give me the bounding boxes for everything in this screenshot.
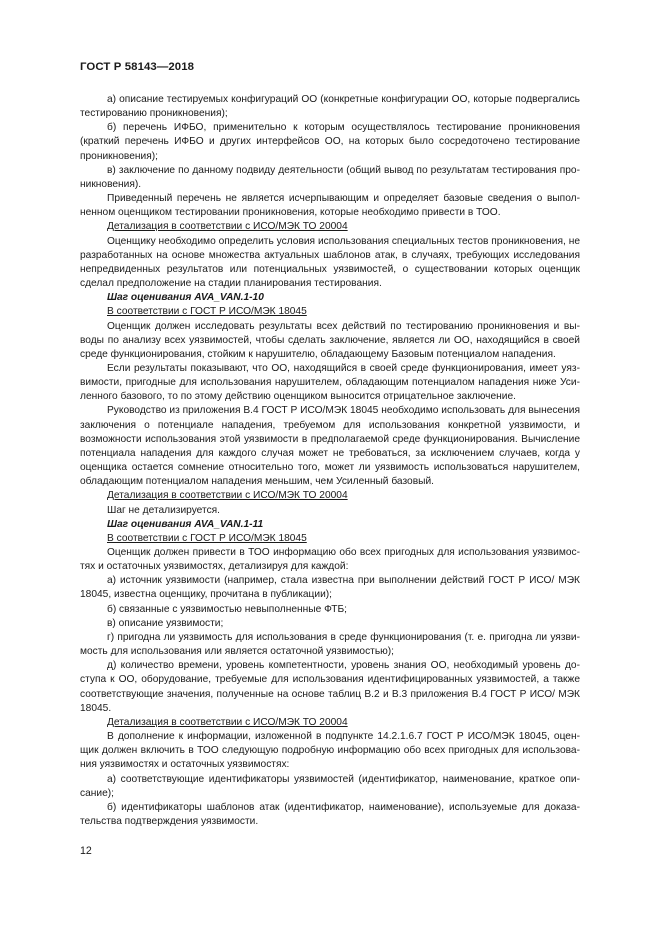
detail-heading: Детализация в соответствии с ИСО/МЭК ТО 20004	[107, 221, 348, 233]
paragraph: Руководство из приложения В.4 ГОСТ Р ИСО/МЭК 18045 необходимо использовать для вынесения заключения о потенциале нападения, требуемом для использования конкретной уязвимости, и возможности использования этой уязвимости в предполагаемой среде функционирования. Вычисление потенциала нападения для каждого случая может не требоваться, за исключением случаев, когда у оценщика остается сомнение относительно того, может ли уязвимость использоваться нарушителем, обладающим потенциалом нападения меньшим, чем Усиленный базовый.	[80, 405, 580, 488]
document-header: ГОСТ Р 58143—2018	[80, 61, 195, 73]
paragraph: Приведенный перечень не является исчерпывающим и определяет базовые сведения о выполненном оценщиком тестировании проникновения, которые необходимо привести в ТОО.	[80, 193, 580, 219]
paragraph: Если результаты показывают, что ОО, находящийся в своей среде функционирования, имеет уязвимости, пригодные для использования нарушителем, обладающим потенциалом нападения ниже Усиленного базового, то по этому действию оценщиком выносится отрицательное заключение.	[80, 362, 580, 403]
list-item: г) пригодна ли уязвимость для использования в среде функционирования (т. е. пригодна ли уязвимость для использования или является остаточной уязвимостью);	[80, 631, 580, 658]
paragraph: Оценщик должен исследовать результаты всех действий по тестированию проникновения и выводы по анализу всех уязвимостей, чтобы сделать заключение, является ли ОО, находящийся в своей среде функционирования, стойким к нарушителю, обладающему Базовым потенциалом нападения.	[80, 320, 580, 360]
list-item: в) описание уязвимости;	[107, 617, 224, 629]
paragraph: В дополнение к информации, изложенной в подпункте 14.2.1.6.7 ГОСТ Р ИСО/МЭК 18045, оценщик должен включить в ТОО следующую подробную информацию обо всех пригодных для использования уязвимостях и остаточных уязвимостях:	[80, 731, 580, 771]
reference-heading: В соответствии с ГОСТ Р ИСО/МЭК 18045	[107, 306, 307, 318]
paragraph: а) описание тестируемых конфигураций ОО (конкретные конфигурации ОО, которые подвергались тестированию проникновения);	[80, 94, 580, 120]
paragraph: Оценщику необходимо определить условия использования специальных тестов проникновения, не разработанных на основе множества актуальных шаблонов атак, в случаях, требующих исследования непредвиденных результатов или потенциальных уязвимостей, о существовании которых оценщик сделал предположение на стадии планирования тестирования.	[80, 235, 580, 290]
reference-heading: В соответствии с ГОСТ Р ИСО/МЭК 18045	[107, 532, 307, 544]
step-heading: Шаг оценивания AVA_VAN.1-10	[107, 292, 264, 304]
paragraph: б) перечень ИФБО, применительно к которым осуществлялось тестирование проникновения (краткий перечень ИФБО и других интерфейсов ОО, на которых было сосредоточено тестирование проникновения);	[80, 122, 580, 162]
detail-heading: Детализация в соответствии с ИСО/МЭК ТО 20004	[107, 716, 348, 728]
list-item: д) количество времени, уровень компетентности, уровень знания ОО, необходимый уровень доступа к ОО, оборудование, требуемые для использования идентифицированных уязвимостей, а также соответствующие значения, полученные на основе таблиц В.2 и В.3 приложения В.4 ГОСТ Р ИСО/ МЭК 18045.	[80, 660, 580, 714]
paragraph: Шаг не детализируется.	[107, 504, 221, 516]
list-item: б) связанные с уязвимостью невыполненные ФТБ;	[107, 603, 347, 615]
list-item: а) источник уязвимости (например, стала известна при выполнении действий ГОСТ Р ИСО/ МЭК 18045, известна оценщику, прочитана в публикации);	[80, 575, 580, 601]
step-heading: Шаг оценивания AVA_VAN.1-11	[107, 518, 264, 530]
page-number: 12	[80, 845, 92, 857]
list-item: а) соответствующие идентификаторы уязвимостей (идентификатор, наименование, краткое описание);	[80, 773, 580, 799]
detail-heading: Детализация в соответствии с ИСО/МЭК ТО 20004	[107, 490, 348, 502]
document-body	[80, 93, 580, 829]
paragraph: Оценщик должен привести в ТОО информацию обо всех пригодных для использования уязвимостях и остаточных уязвимостях, детализируя для каждой:	[80, 547, 580, 573]
paragraph: в) заключение по данному подвиду деятельности (общий вывод по результатам тестирования проникновения).	[80, 164, 580, 190]
list-item: б) идентификаторы шаблонов атак (идентификатор, наименование), используемые для доказательства подтверждения уязвимости.	[80, 801, 580, 827]
